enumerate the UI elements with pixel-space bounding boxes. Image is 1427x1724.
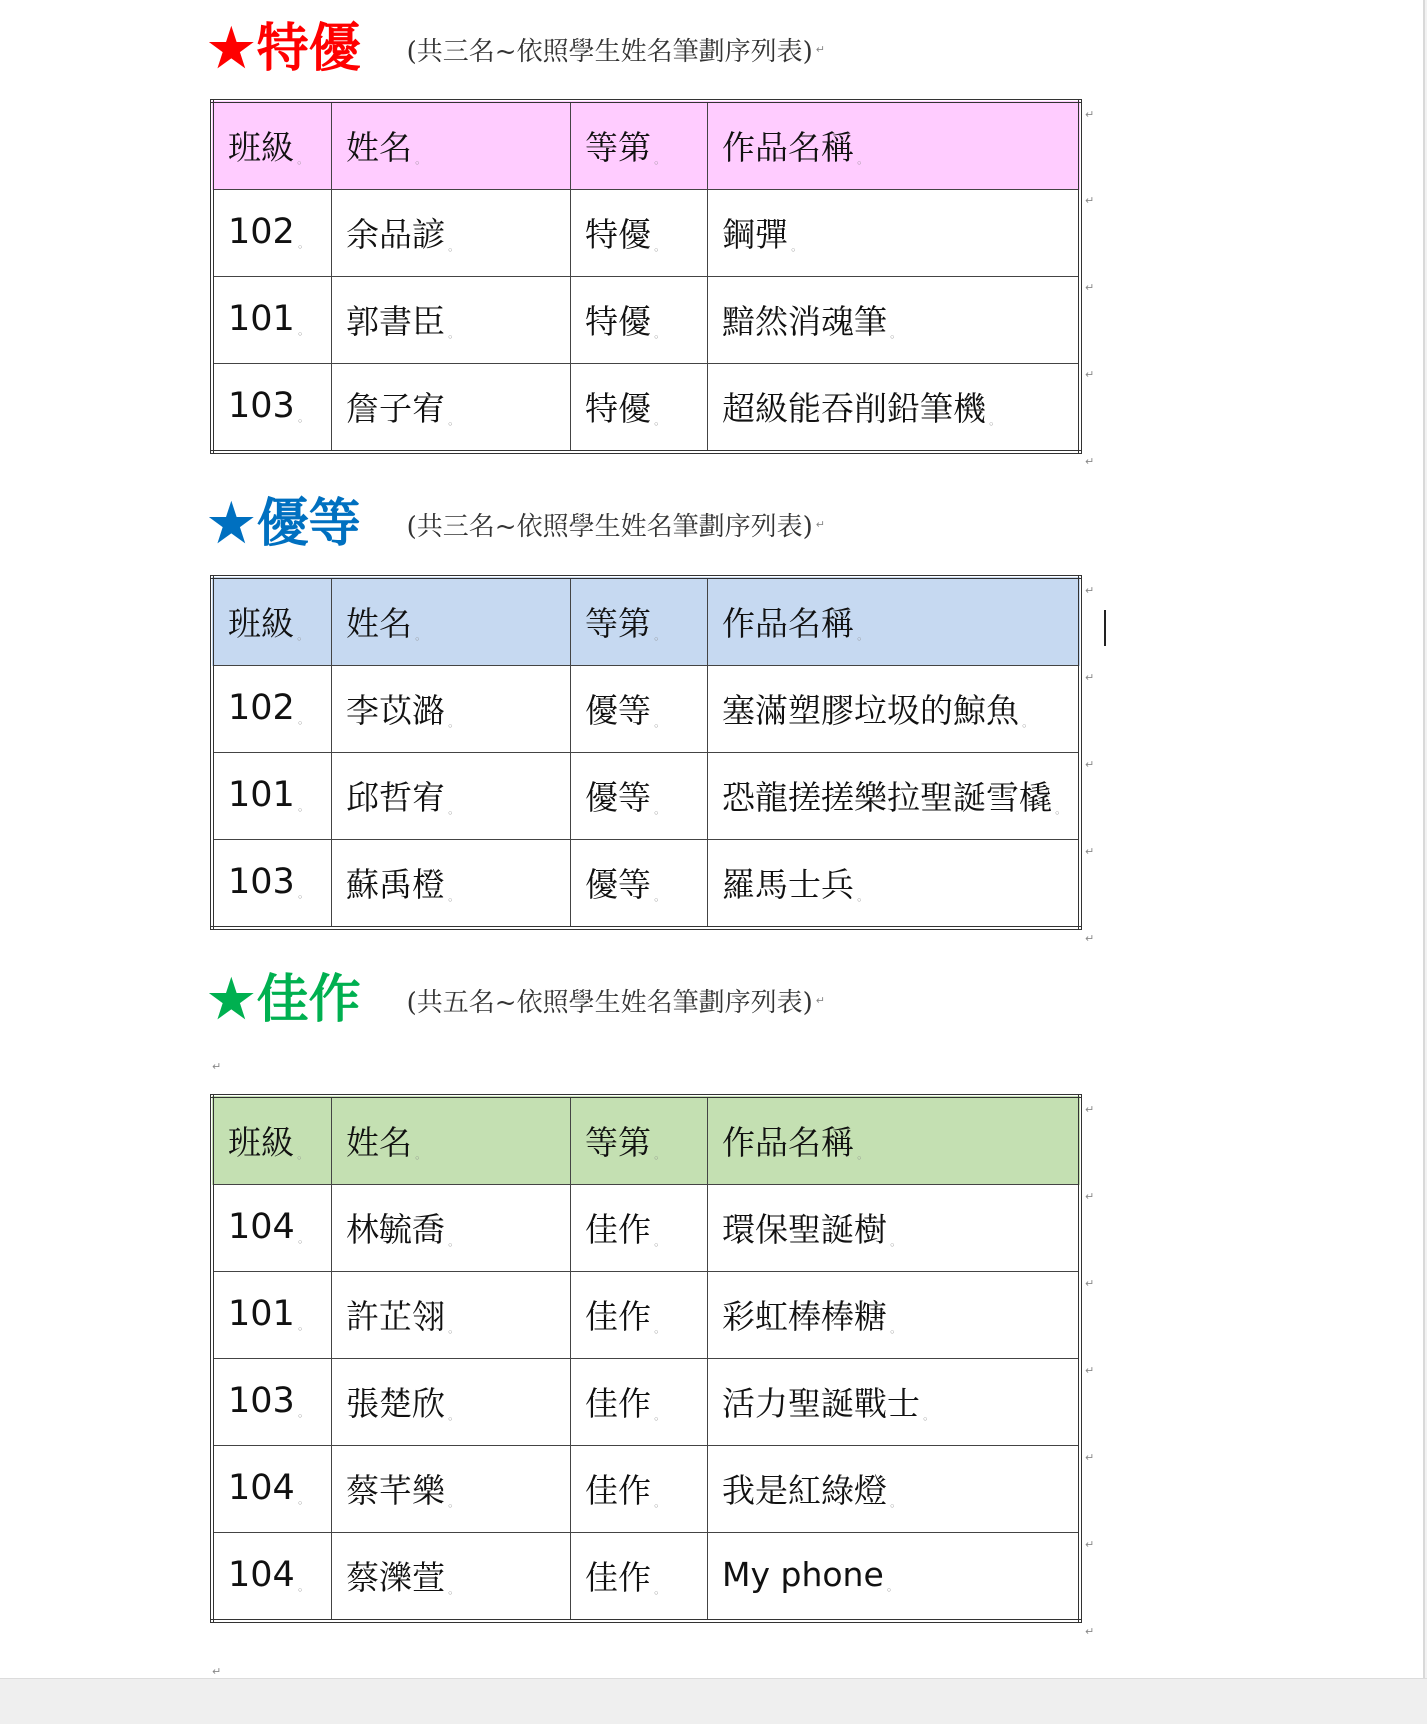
table-row (212, 666, 1080, 753)
cell-text: 佳作 (585, 1558, 651, 1597)
cell-class (212, 1185, 332, 1272)
formatting-mark: ◦ (414, 1152, 421, 1165)
formatting-mark: ◦ (653, 331, 660, 344)
header-work (708, 1096, 1081, 1185)
cell-text: 101 (228, 1294, 295, 1334)
heading-excellent-award (208, 489, 825, 559)
formatting-mark: ◦ (885, 1584, 893, 1597)
cell-text: 姓名 (346, 1123, 412, 1162)
header-grade (571, 101, 708, 190)
cell-text: 詹子宥 (346, 389, 445, 428)
cell-grade (571, 190, 708, 277)
heading-special-award (208, 14, 825, 84)
paragraph-mark: ↵ (1085, 1103, 1095, 1116)
cell-text: 特優 (585, 389, 651, 428)
cell-text: 102 (228, 688, 295, 728)
table-row (212, 1359, 1080, 1446)
header-name (332, 101, 571, 190)
formatting-mark: ◦ (856, 894, 863, 907)
formatting-mark: ◦ (296, 1152, 303, 1165)
formatting-mark: ◦ (296, 1497, 304, 1510)
table-header-row (212, 577, 1080, 666)
cell-name (332, 364, 571, 453)
formatting-mark: ◦ (296, 1410, 304, 1423)
header-name (332, 577, 571, 666)
cell-text: 張楚欣 (346, 1384, 445, 1423)
formatting-mark: ◦ (414, 633, 421, 646)
cell-text: 等第 (585, 1123, 651, 1162)
cell-grade (571, 840, 708, 929)
page-edge (1423, 0, 1425, 1678)
table-special-award (210, 99, 1082, 454)
cell-work (708, 1272, 1081, 1359)
cell-text: 等第 (585, 128, 651, 167)
paragraph-mark: ↵ (1085, 584, 1095, 597)
cell-text: 班級 (228, 128, 294, 167)
cell-name (332, 1272, 571, 1359)
paragraph-mark: ↵ (1085, 455, 1095, 468)
text-cursor (1104, 610, 1106, 646)
cell-text: 104 (228, 1555, 295, 1595)
cell-grade (571, 1533, 708, 1622)
cell-text: 104 (228, 1468, 295, 1508)
formatting-mark: ◦ (856, 633, 863, 646)
formatting-mark: ◦ (296, 241, 304, 254)
cell-text: 鋼彈 (722, 215, 788, 254)
paragraph-mark: ↵ (1085, 1277, 1095, 1290)
cell-class (212, 190, 332, 277)
section-note: (共五名~依照學生姓名筆劃序列表) (406, 987, 813, 1018)
paragraph-mark: ↵ (1085, 1190, 1095, 1203)
window-bottom-bar (0, 1678, 1427, 1724)
paragraph-mark: ↵ (815, 517, 825, 531)
cell-work (708, 840, 1081, 929)
cell-class (212, 840, 332, 929)
table-row (212, 1446, 1080, 1533)
cell-text: 101 (228, 299, 295, 339)
header-class (212, 577, 332, 666)
formatting-mark: ◦ (889, 1500, 896, 1513)
formatting-mark: ◦ (653, 894, 660, 907)
formatting-mark: ◦ (447, 1587, 454, 1600)
cell-work (708, 190, 1081, 277)
cell-text: 姓名 (346, 604, 412, 643)
cell-text: 佳作 (585, 1471, 651, 1510)
formatting-mark: ◦ (856, 1152, 863, 1165)
table-row (212, 1533, 1080, 1622)
formatting-mark: ◦ (653, 1152, 660, 1165)
formatting-mark: ◦ (653, 244, 660, 257)
cell-grade (571, 364, 708, 453)
formatting-mark: ◦ (296, 415, 304, 428)
formatting-mark: ◦ (447, 807, 454, 820)
cell-text: 作品名稱 (722, 1123, 854, 1162)
paragraph-mark: ↵ (815, 993, 825, 1007)
paragraph-mark: ↵ (1085, 932, 1095, 945)
cell-grade (571, 1446, 708, 1533)
header-grade (571, 577, 708, 666)
formatting-mark: ◦ (447, 418, 454, 431)
cell-name (332, 753, 571, 840)
cell-class (212, 364, 332, 453)
cell-text: 103 (228, 386, 295, 426)
cell-work (708, 753, 1081, 840)
formatting-mark: ◦ (447, 894, 454, 907)
cell-text: 活力聖誕戰士 (722, 1384, 920, 1423)
paragraph-mark: ↵ (1085, 108, 1095, 121)
cell-name (332, 190, 571, 277)
formatting-mark: ◦ (653, 633, 660, 646)
cell-grade (571, 666, 708, 753)
formatting-mark: ◦ (296, 1236, 304, 1249)
cell-text: 等第 (585, 604, 651, 643)
table-honorable-mention (210, 1094, 1082, 1623)
formatting-mark: ◦ (296, 717, 304, 730)
formatting-mark: ◦ (653, 807, 660, 820)
cell-text: 特優 (585, 215, 651, 254)
cell-work (708, 1533, 1081, 1622)
paragraph-mark: ↵ (1085, 368, 1095, 381)
cell-text: 102 (228, 212, 295, 252)
cell-text: 佳作 (585, 1297, 651, 1336)
cell-text: 羅馬士兵 (722, 865, 854, 904)
cell-name (332, 666, 571, 753)
formatting-mark: ◦ (889, 1326, 896, 1339)
cell-class (212, 1359, 332, 1446)
section-note: (共三名~依照學生姓名筆劃序列表) (406, 36, 813, 67)
paragraph-mark: ↵ (212, 1665, 222, 1678)
cell-text: 佳作 (585, 1384, 651, 1423)
table-row (212, 1272, 1080, 1359)
paragraph-mark: ↵ (1085, 671, 1095, 684)
cell-text: 我是紅綠燈 (722, 1471, 887, 1510)
cell-class (212, 1446, 332, 1533)
formatting-mark: ◦ (856, 157, 863, 170)
cell-text: 班級 (228, 604, 294, 643)
title-excellent-award: ★優等 (208, 493, 361, 554)
header-work (708, 577, 1081, 666)
cell-work (708, 1446, 1081, 1533)
cell-class (212, 666, 332, 753)
formatting-mark: ◦ (653, 1239, 660, 1252)
header-work (708, 101, 1081, 190)
cell-text: 蔡芊樂 (346, 1471, 445, 1510)
table-excellent-award (210, 575, 1082, 930)
formatting-mark: ◦ (296, 1584, 304, 1597)
formatting-mark: ◦ (296, 1323, 304, 1336)
table-row (212, 190, 1080, 277)
star-icon: ★ (208, 969, 255, 1030)
cell-class (212, 753, 332, 840)
cell-text: 特優 (585, 302, 651, 341)
formatting-mark: ◦ (447, 1239, 454, 1252)
formatting-mark: ◦ (447, 244, 454, 257)
formatting-mark: ◦ (790, 244, 797, 257)
cell-text: 佳作 (585, 1210, 651, 1249)
cell-text: 邱哲宥 (346, 778, 445, 817)
paragraph-mark: ↵ (1085, 281, 1095, 294)
paragraph-mark: ↵ (1085, 758, 1095, 771)
formatting-mark: ◦ (653, 418, 660, 431)
cell-text: 姓名 (346, 128, 412, 167)
cell-text: 作品名稱 (722, 128, 854, 167)
table-header-row (212, 1096, 1080, 1185)
formatting-mark: ◦ (1021, 720, 1028, 733)
table-row (212, 840, 1080, 929)
table-row (212, 364, 1080, 453)
cell-name (332, 1185, 571, 1272)
cell-text: My phone (722, 1555, 884, 1594)
paragraph-mark: ↵ (212, 1060, 222, 1073)
cell-name (332, 1359, 571, 1446)
cell-name (332, 1446, 571, 1533)
formatting-mark: ◦ (988, 418, 995, 431)
cell-text: 恐龍搓搓樂拉聖誕雪橇 (722, 778, 1052, 817)
cell-text: 李苡潞 (346, 691, 445, 730)
cell-class (212, 1272, 332, 1359)
table-header-row (212, 101, 1080, 190)
section-note: (共三名~依照學生姓名筆劃序列表) (406, 511, 813, 542)
table-row (212, 753, 1080, 840)
cell-grade (571, 1185, 708, 1272)
formatting-mark: ◦ (447, 1326, 454, 1339)
formatting-mark: ◦ (296, 157, 303, 170)
header-class (212, 101, 332, 190)
cell-name (332, 1533, 571, 1622)
cell-text: 黯然消魂筆 (722, 302, 887, 341)
cell-work (708, 666, 1081, 753)
paragraph-mark: ↵ (1085, 1538, 1095, 1551)
paragraph-mark: ↵ (1085, 194, 1095, 207)
cell-work (708, 277, 1081, 364)
cell-name (332, 840, 571, 929)
cell-text: 塞滿塑膠垃圾的鯨魚 (722, 691, 1019, 730)
header-class (212, 1096, 332, 1185)
cell-grade (571, 1359, 708, 1446)
formatting-mark: ◦ (889, 1239, 896, 1252)
cell-work (708, 364, 1081, 453)
cell-text: 超級能吞削鉛筆機 (722, 389, 986, 428)
cell-text: 彩虹棒棒糖 (722, 1297, 887, 1336)
formatting-mark: ◦ (447, 331, 454, 344)
cell-text: 班級 (228, 1123, 294, 1162)
formatting-mark: ◦ (653, 1587, 660, 1600)
formatting-mark: ◦ (653, 1413, 660, 1426)
cell-text: 林毓喬 (346, 1210, 445, 1249)
star-icon: ★ (208, 493, 255, 554)
cell-text: 104 (228, 1207, 295, 1247)
cell-text: 蔡濼萱 (346, 1558, 445, 1597)
formatting-mark: ◦ (653, 1500, 660, 1513)
formatting-mark: ◦ (889, 331, 896, 344)
star-icon: ★ (208, 18, 255, 79)
formatting-mark: ◦ (653, 720, 660, 733)
cell-grade (571, 753, 708, 840)
formatting-mark: ◦ (1054, 807, 1061, 820)
formatting-mark: ◦ (296, 633, 303, 646)
paragraph-mark: ↵ (815, 42, 825, 56)
formatting-mark: ◦ (414, 157, 421, 170)
title-honorable-mention: ★佳作 (208, 969, 361, 1030)
cell-grade (571, 1272, 708, 1359)
heading-honorable-mention (208, 965, 825, 1035)
cell-grade (571, 277, 708, 364)
formatting-mark: ◦ (296, 891, 304, 904)
formatting-mark: ◦ (296, 328, 304, 341)
cell-work (708, 1185, 1081, 1272)
formatting-mark: ◦ (922, 1413, 929, 1426)
header-name (332, 1096, 571, 1185)
cell-text: 蘇禹橙 (346, 865, 445, 904)
paragraph-mark: ↵ (1085, 1451, 1095, 1464)
cell-work (708, 1359, 1081, 1446)
cell-text: 優等 (585, 778, 651, 817)
formatting-mark: ◦ (447, 1413, 454, 1426)
paragraph-mark: ↵ (1085, 1625, 1095, 1638)
cell-text: 優等 (585, 865, 651, 904)
cell-text: 環保聖誕樹 (722, 1210, 887, 1249)
cell-text: 101 (228, 775, 295, 815)
cell-class (212, 1533, 332, 1622)
title-special-award: ★特優 (208, 18, 361, 79)
cell-text: 郭書臣 (346, 302, 445, 341)
header-grade (571, 1096, 708, 1185)
cell-name (332, 277, 571, 364)
table-row (212, 277, 1080, 364)
cell-text: 優等 (585, 691, 651, 730)
cell-text: 余品諺 (346, 215, 445, 254)
cell-text: 作品名稱 (722, 604, 854, 643)
cell-text: 許芷翎 (346, 1297, 445, 1336)
formatting-mark: ◦ (447, 720, 454, 733)
cell-class (212, 277, 332, 364)
table-row (212, 1185, 1080, 1272)
formatting-mark: ◦ (296, 804, 304, 817)
cell-text: 103 (228, 1381, 295, 1421)
formatting-mark: ◦ (653, 1326, 660, 1339)
formatting-mark: ◦ (447, 1500, 454, 1513)
cell-text: 103 (228, 862, 295, 902)
formatting-mark: ◦ (653, 157, 660, 170)
paragraph-mark: ↵ (1085, 845, 1095, 858)
paragraph-mark: ↵ (1085, 1364, 1095, 1377)
